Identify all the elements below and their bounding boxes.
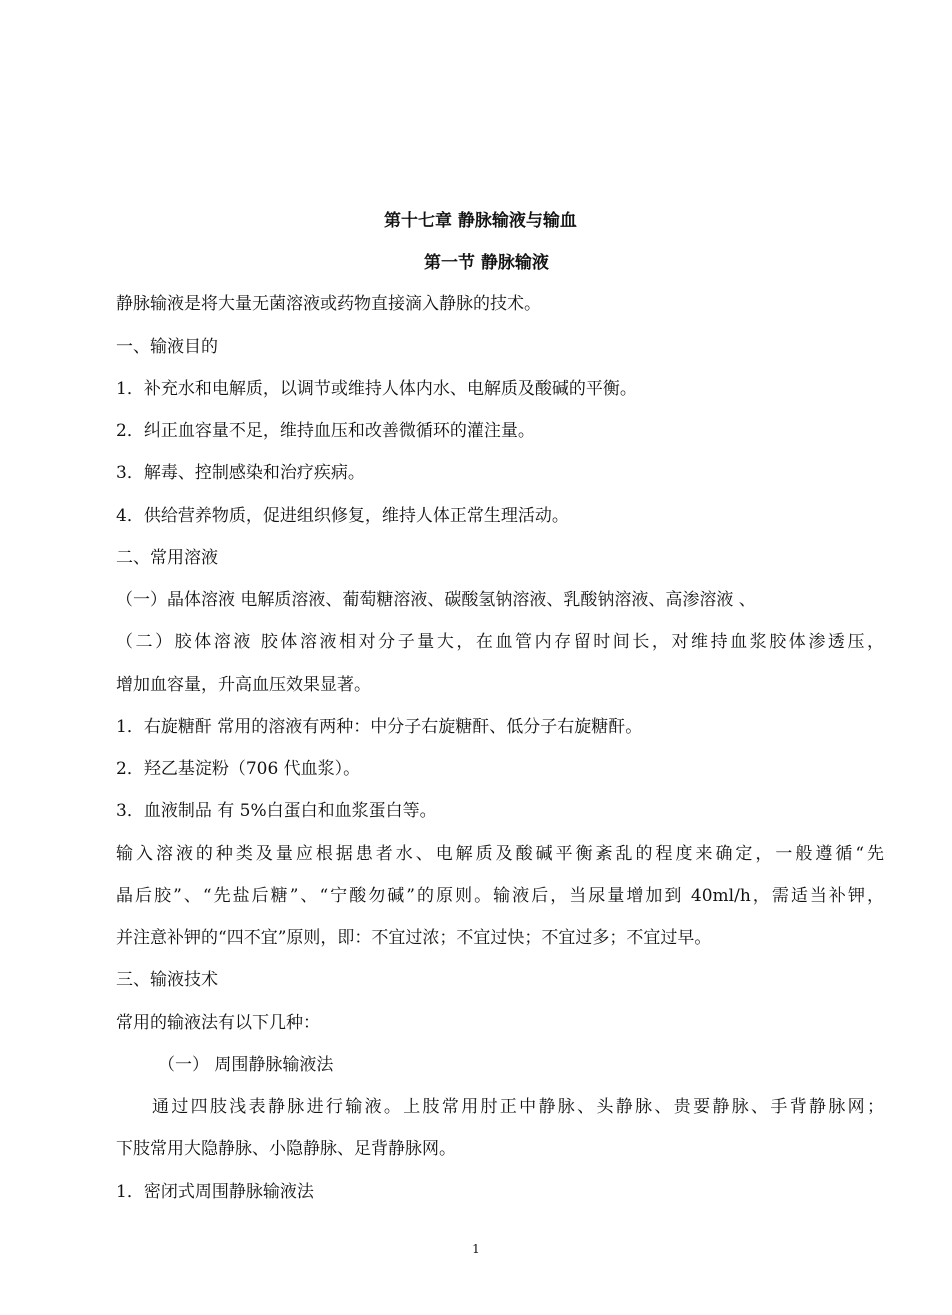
page-number: 1: [472, 1242, 480, 1256]
principle-paragraph-line-3: 并注意补钾的“四不宜”原则，即：不宜过浓；不宜过快；不宜过多；不宜过早。: [116, 928, 712, 948]
peripheral-paragraph-line-1: 通过四肢浅表静脉进行输液。上肢常用肘正中静脉、头静脉、贵要静脉、手背静脉网；: [152, 1097, 884, 1117]
purpose-item-2: 2．纠正血容量不足，维持血压和改善微循环的灌注量。: [116, 421, 535, 441]
purpose-item-3: 3．解毒、控制感染和治疗疾病。: [116, 463, 365, 483]
principle-paragraph-line-2: 晶后胶”、“先盐后糖”、“宁酸勿碱”的原则。输液后，当尿量增加到 40ml/h，需适当补钾，: [116, 886, 884, 906]
heading-solutions: 二、常用溶液: [116, 548, 218, 568]
colloid-paragraph-line-2: 增加血容量，升高血压效果显著。: [116, 675, 371, 695]
colloid-item-2: 2．羟乙基淀粉（706 代血浆）。: [116, 759, 361, 779]
chapter-title: 第十七章 静脉输液与输血: [384, 211, 577, 231]
principle-paragraph-line-1: 输入溶液的种类及量应根据患者水、电解质及酸碱平衡紊乱的程度来确定，一般遵循“先: [116, 844, 884, 864]
colloid-item-1: 1．右旋糖酐 常用的溶液有两种：中分子右旋糖酐、低分子右旋糖酐。: [116, 717, 643, 737]
heading-purpose: 一、输液目的: [116, 337, 218, 357]
subheading-peripheral: （一） 周围静脉输液法: [158, 1055, 334, 1075]
section-title: 第一节 静脉输液: [424, 253, 549, 273]
purpose-item-1: 1．补充水和电解质，以调节或维持人体内水、电解质及酸碱的平衡。: [116, 379, 637, 399]
heading-techniques: 三、输液技术: [116, 970, 218, 990]
intro-paragraph: 静脉输液是将大量无菌溶液或药物直接滴入静脉的技术。: [116, 294, 541, 314]
subheading-closed-peripheral: 1．密闭式周围静脉输液法: [116, 1182, 314, 1202]
purpose-item-4: 4．供给营养物质，促进组织修复，维持人体正常生理活动。: [116, 506, 569, 526]
crystalloid-paragraph: （一）晶体溶液 电解质溶液、葡萄糖溶液、碳酸氢钠溶液、乳酸钠溶液、高渗溶液 、: [116, 590, 756, 610]
colloid-paragraph-line-1: （二）胶体溶液 胶体溶液相对分子量大，在血管内存留时间长，对维持血浆胶体渗透压，: [116, 632, 884, 652]
colloid-item-3: 3．血液制品 有 5%白蛋白和血浆蛋白等。: [116, 801, 437, 821]
peripheral-paragraph-line-2: 下肢常用大隐静脉、小隐静脉、足背静脉网。: [116, 1139, 456, 1159]
techniques-intro: 常用的输液法有以下几种：: [116, 1013, 320, 1033]
